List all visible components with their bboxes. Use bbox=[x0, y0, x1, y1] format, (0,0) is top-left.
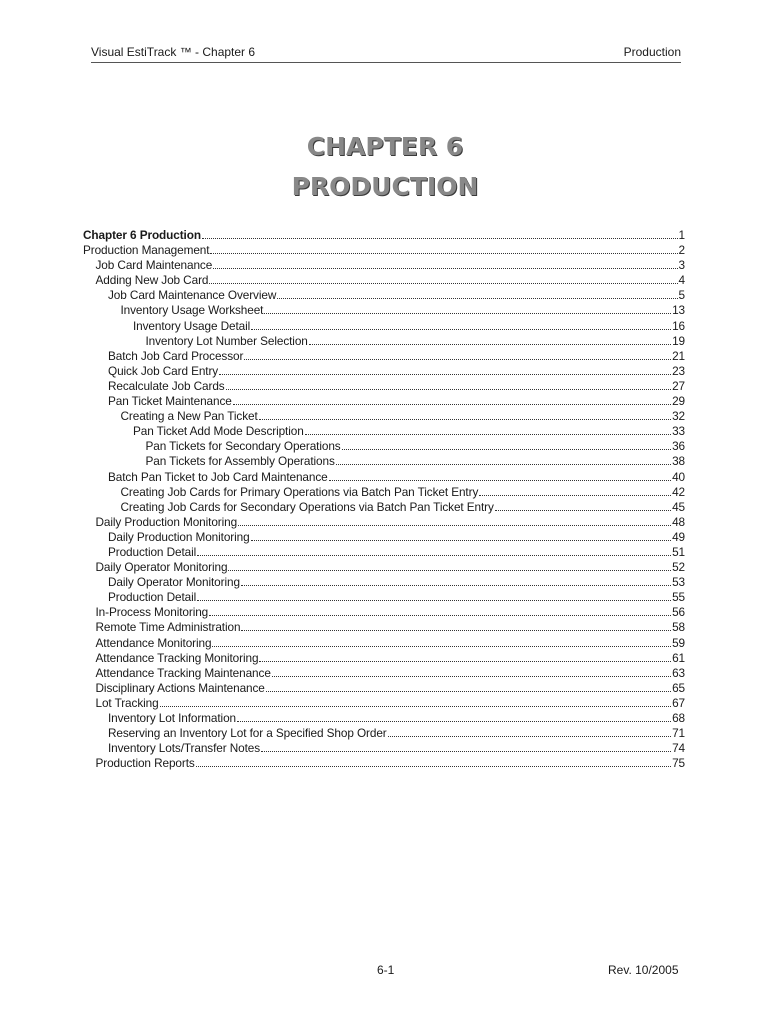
toc-dot-leader bbox=[237, 711, 671, 722]
toc-dot-leader bbox=[209, 605, 671, 616]
toc-entry-title: Daily Operator Monitoring bbox=[95, 560, 228, 575]
toc-entry[interactable] bbox=[83, 485, 685, 500]
toc-entry[interactable] bbox=[83, 349, 685, 364]
toc-entry[interactable] bbox=[83, 394, 685, 409]
toc-entry[interactable] bbox=[83, 273, 685, 288]
page-header bbox=[91, 44, 681, 63]
toc-entry[interactable] bbox=[83, 545, 685, 560]
toc-dot-leader bbox=[244, 349, 671, 360]
toc-entry-title: Pan Tickets for Secondary Operations bbox=[145, 439, 341, 454]
toc-entry-title: Recalculate Job Cards bbox=[108, 378, 225, 393]
toc-entry[interactable] bbox=[83, 560, 685, 575]
toc-entry-title: Creating Job Cards for Secondary Operations via Batch Pan Ticket Entry bbox=[120, 499, 494, 514]
toc-entry[interactable] bbox=[83, 590, 685, 605]
toc-entry[interactable] bbox=[83, 666, 685, 681]
toc-entry-page-number: 49 bbox=[672, 529, 685, 544]
toc-entry[interactable] bbox=[83, 620, 685, 635]
toc-dot-leader bbox=[196, 756, 671, 767]
toc-entry[interactable] bbox=[83, 756, 685, 771]
header-left-text: Visual EstiTrack ™ - Chapter 6 bbox=[91, 45, 256, 59]
toc-entry-page-number: 5 bbox=[678, 288, 685, 303]
chapter-title bbox=[0, 127, 770, 207]
toc-entry[interactable] bbox=[83, 726, 685, 741]
toc-entry-page-number: 23 bbox=[672, 363, 685, 378]
toc-entry-page-number: 67 bbox=[672, 695, 685, 710]
toc-entry-title: Lot Tracking bbox=[95, 695, 159, 710]
toc-entry[interactable] bbox=[83, 228, 685, 243]
toc-dot-leader bbox=[219, 364, 671, 375]
toc-entry[interactable] bbox=[83, 454, 685, 469]
toc-dot-leader bbox=[272, 666, 671, 677]
toc-entry-title: Creating a New Pan Ticket bbox=[120, 409, 258, 424]
toc-entry[interactable] bbox=[83, 515, 685, 530]
toc-entry-page-number: 71 bbox=[672, 726, 685, 741]
toc-entry-page-number: 61 bbox=[672, 650, 685, 665]
toc-dot-leader bbox=[259, 409, 671, 420]
toc-entry-title: Daily Production Monitoring bbox=[108, 529, 250, 544]
toc-entry[interactable] bbox=[83, 303, 685, 318]
toc-entry-page-number: 56 bbox=[672, 605, 685, 620]
toc-dot-leader bbox=[251, 319, 671, 330]
toc-entry-title: Production Management bbox=[83, 243, 210, 258]
toc-entry-title: Daily Production Monitoring bbox=[95, 514, 238, 529]
toc-dot-leader bbox=[210, 243, 677, 254]
toc-entry[interactable] bbox=[83, 575, 685, 590]
toc-dot-leader bbox=[197, 545, 671, 556]
toc-entry-page-number: 55 bbox=[672, 590, 685, 605]
toc-entry-title: Inventory Lot Information bbox=[108, 711, 236, 725]
toc-dot-leader bbox=[309, 334, 671, 345]
toc-entry-title: Remote Time Administration bbox=[95, 620, 241, 635]
toc-entry-title: Disciplinary Actions Maintenance bbox=[95, 680, 265, 695]
toc-dot-leader bbox=[264, 303, 671, 314]
toc-entry-page-number: 27 bbox=[672, 378, 685, 393]
toc-dot-leader bbox=[241, 575, 671, 586]
toc-entry[interactable] bbox=[83, 379, 685, 394]
toc-entry[interactable] bbox=[83, 530, 685, 545]
toc-dot-leader bbox=[388, 726, 671, 737]
toc-entry-title: Inventory Usage Detail bbox=[133, 318, 251, 333]
toc-dot-leader bbox=[233, 394, 671, 405]
toc-entry-title: Inventory Lots/Transfer Notes bbox=[108, 741, 261, 756]
footer-revision: Rev. 10/2005 bbox=[608, 963, 679, 977]
toc-entry-title: Adding New Job Card bbox=[95, 273, 209, 288]
toc-entry-page-number: 40 bbox=[672, 469, 685, 484]
toc-entry[interactable] bbox=[83, 319, 685, 334]
toc-dot-leader bbox=[259, 651, 671, 662]
toc-entry-page-number: 38 bbox=[672, 454, 685, 469]
toc-entry-title: In-Process Monitoring bbox=[95, 605, 209, 620]
toc-dot-leader bbox=[212, 636, 671, 647]
toc-dot-leader bbox=[209, 273, 677, 284]
table-of-contents bbox=[83, 228, 685, 771]
toc-dot-leader bbox=[266, 681, 671, 692]
toc-entry-page-number: 48 bbox=[672, 514, 685, 529]
toc-entry-title: Pan Tickets for Assembly Operations bbox=[145, 454, 335, 469]
toc-entry[interactable] bbox=[83, 288, 685, 303]
toc-entry[interactable] bbox=[83, 258, 685, 273]
toc-entry-page-number: 33 bbox=[672, 424, 685, 439]
toc-dot-leader bbox=[329, 470, 671, 481]
toc-entry-page-number: 19 bbox=[672, 333, 685, 348]
toc-entry-page-number: 32 bbox=[672, 409, 685, 424]
toc-entry-title: Pan Ticket Maintenance bbox=[108, 394, 232, 409]
toc-entry-page-number: 2 bbox=[678, 243, 685, 258]
toc-entry-page-number: 45 bbox=[672, 499, 685, 514]
toc-entry-title: Job Card Maintenance bbox=[95, 258, 213, 273]
toc-entry-page-number: 68 bbox=[672, 711, 685, 725]
toc-entry[interactable] bbox=[83, 364, 685, 379]
toc-dot-leader bbox=[336, 454, 671, 465]
toc-entry[interactable] bbox=[83, 243, 685, 258]
toc-dot-leader bbox=[213, 258, 677, 269]
toc-entry-title: Pan Ticket Add Mode Description bbox=[133, 424, 304, 439]
toc-entry-title: Production Reports bbox=[95, 756, 195, 771]
toc-dot-leader bbox=[277, 288, 677, 299]
toc-entry[interactable] bbox=[83, 711, 685, 726]
toc-entry-title: Attendance Tracking Monitoring bbox=[95, 650, 259, 665]
toc-entry-title: Chapter 6 Production bbox=[83, 228, 201, 242]
toc-entry-title: Production Detail bbox=[108, 544, 197, 559]
header-right-text: Production bbox=[623, 45, 681, 59]
toc-dot-leader bbox=[228, 560, 671, 571]
toc-dot-leader bbox=[241, 620, 671, 631]
toc-entry-page-number: 51 bbox=[672, 544, 685, 559]
toc-dot-leader bbox=[261, 741, 671, 752]
toc-dot-leader bbox=[238, 515, 671, 526]
toc-entry-title: Inventory Lot Number Selection bbox=[145, 333, 308, 348]
toc-entry[interactable] bbox=[83, 334, 685, 349]
toc-entry-page-number: 75 bbox=[672, 756, 685, 771]
toc-entry-title: Daily Operator Monitoring bbox=[108, 575, 240, 590]
toc-entry-page-number: 52 bbox=[672, 560, 685, 575]
toc-entry-page-number: 58 bbox=[672, 620, 685, 635]
toc-entry-page-number: 65 bbox=[672, 680, 685, 695]
toc-dot-leader bbox=[226, 379, 671, 390]
toc-entry[interactable] bbox=[83, 605, 685, 620]
toc-entry-title: Reserving an Inventory Lot for a Specified Shop Order bbox=[108, 726, 387, 741]
toc-entry[interactable] bbox=[83, 409, 685, 424]
toc-dot-leader bbox=[160, 696, 672, 707]
toc-entry-page-number: 36 bbox=[672, 439, 685, 454]
toc-dot-leader bbox=[305, 424, 671, 435]
toc-dot-leader bbox=[479, 485, 671, 496]
toc-entry[interactable] bbox=[83, 424, 685, 439]
toc-entry-title: Inventory Usage Worksheet bbox=[120, 303, 264, 318]
toc-dot-leader bbox=[342, 439, 671, 450]
toc-entry-title: Attendance Tracking Maintenance bbox=[95, 665, 271, 680]
toc-entry-page-number: 53 bbox=[672, 575, 685, 590]
toc-entry[interactable] bbox=[83, 696, 685, 711]
toc-entry-page-number: 13 bbox=[672, 303, 685, 318]
toc-entry-page-number: 74 bbox=[672, 741, 685, 756]
toc-entry-title: Batch Pan Ticket to Job Card Maintenance bbox=[108, 469, 328, 484]
toc-entry-title: Job Card Maintenance Overview bbox=[108, 288, 277, 303]
toc-entry[interactable] bbox=[83, 439, 685, 454]
toc-entry-page-number: 42 bbox=[672, 484, 685, 499]
toc-entry-title: Quick Job Card Entry bbox=[108, 363, 219, 378]
toc-dot-leader bbox=[197, 590, 671, 601]
toc-entry[interactable] bbox=[83, 470, 685, 485]
toc-entry-title: Batch Job Card Processor bbox=[108, 348, 244, 363]
chapter-title-line-2: PRODUCTION bbox=[291, 172, 479, 201]
toc-entry-page-number: 16 bbox=[672, 318, 685, 333]
toc-entry-page-number: 21 bbox=[672, 348, 685, 363]
toc-entry-page-number: 63 bbox=[672, 665, 685, 680]
toc-entry-title: Production Detail bbox=[108, 590, 197, 605]
toc-entry[interactable] bbox=[83, 741, 685, 756]
toc-entry-page-number: 29 bbox=[672, 394, 685, 409]
toc-entry-title: Creating Job Cards for Primary Operations via Batch Pan Ticket Entry bbox=[120, 484, 479, 499]
toc-entry[interactable] bbox=[83, 681, 685, 696]
toc-dot-leader bbox=[251, 530, 672, 541]
toc-entry-title: Attendance Monitoring bbox=[95, 635, 212, 650]
toc-entry[interactable] bbox=[83, 500, 685, 515]
toc-dot-leader bbox=[202, 228, 678, 239]
toc-entry-page-number: 3 bbox=[678, 258, 685, 273]
toc-entry-page-number: 4 bbox=[678, 273, 685, 288]
toc-entry[interactable] bbox=[83, 636, 685, 651]
toc-entry-page-number: 59 bbox=[672, 635, 685, 650]
toc-entry[interactable] bbox=[83, 651, 685, 666]
toc-dot-leader bbox=[495, 500, 671, 511]
chapter-title-line-1: CHAPTER 6 bbox=[306, 132, 464, 161]
footer-page-number: 6-1 bbox=[377, 963, 395, 977]
toc-entry-page-number: 1 bbox=[678, 228, 685, 242]
